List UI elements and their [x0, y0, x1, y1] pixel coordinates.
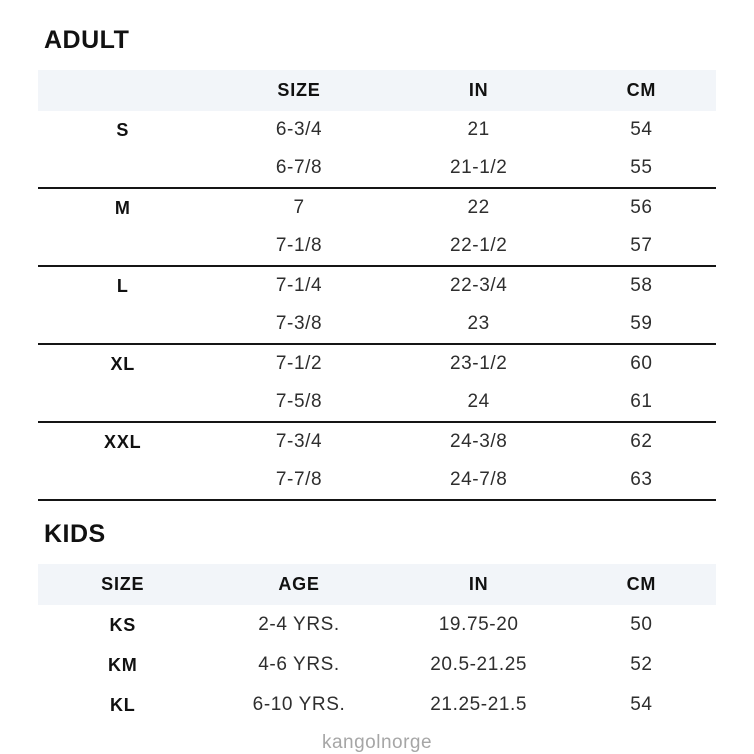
table-row [38, 605, 716, 645]
cm-value: 54 [630, 694, 653, 715]
inches-value: 23 [467, 313, 490, 334]
adult-section [38, 26, 716, 501]
size-label: KM [107, 654, 138, 675]
table-row [38, 305, 716, 343]
inches-value: 20.5-21.25 [430, 654, 528, 675]
size-label: KL [109, 694, 136, 715]
size-label: L [116, 275, 129, 296]
kids-col-header-in: IN [468, 574, 489, 594]
size-value: 7-3/8 [275, 313, 323, 334]
adult-section-title: ADULT [44, 26, 130, 54]
inches-value: 21 [467, 119, 490, 140]
size-value: 7-1/8 [275, 235, 323, 256]
cm-value: 55 [630, 157, 653, 178]
inches-value: 23-1/2 [449, 353, 508, 374]
cm-value: 59 [630, 313, 653, 334]
table-row [38, 383, 716, 421]
kids-col-header-size: SIZE [101, 574, 145, 594]
cm-value: 62 [630, 431, 653, 452]
size-value: 6-7/8 [275, 157, 323, 178]
adult-size-group-xxl [38, 423, 716, 501]
size-value: 7-1/4 [275, 275, 323, 296]
table-row [38, 423, 716, 461]
adult-col-header-in: IN [468, 80, 489, 100]
inches-value: 24-3/8 [449, 431, 508, 452]
cm-value: 63 [630, 469, 653, 490]
size-value: 7-1/2 [275, 353, 323, 374]
kids-section-title: KIDS [44, 520, 106, 548]
cm-value: 56 [630, 197, 653, 218]
kids-col-header-cm: CM [626, 574, 657, 594]
brand-watermark: kangolnorge [321, 732, 433, 753]
inches-value: 22 [467, 197, 490, 218]
inches-value: 22-1/2 [449, 235, 508, 256]
table-row [38, 685, 716, 725]
cm-value: 54 [630, 119, 653, 140]
table-row [38, 189, 716, 227]
cm-value: 52 [630, 654, 653, 675]
size-value: 6-3/4 [275, 119, 323, 140]
table-row [38, 267, 716, 305]
kids-col-header-age: AGE [278, 574, 320, 594]
adult-size-group-s [38, 111, 716, 189]
inches-value: 24 [467, 391, 490, 412]
age-value: 4-6 YRS. [258, 654, 340, 675]
age-value: 6-10 YRS. [252, 694, 346, 715]
adult-table-header-row [38, 70, 716, 111]
table-row [38, 111, 716, 149]
table-row [38, 149, 716, 187]
table-row [38, 227, 716, 265]
size-label: XXL [104, 431, 142, 452]
inches-value: 21-1/2 [449, 157, 508, 178]
size-value: 7-5/8 [275, 391, 323, 412]
kids-table-header-row [38, 564, 716, 605]
cm-value: 50 [630, 614, 653, 635]
footer [38, 732, 716, 754]
age-value: 2-4 YRS. [258, 614, 340, 635]
size-value: 7-7/8 [275, 469, 323, 490]
adult-col-header-size: SIZE [277, 80, 321, 100]
inches-value: 19.75-20 [438, 614, 519, 635]
adult-size-group-xl [38, 345, 716, 423]
table-row [38, 645, 716, 685]
inches-value: 21.25-21.5 [430, 694, 528, 715]
size-label: KS [109, 614, 137, 635]
adult-size-group-m [38, 189, 716, 267]
kids-section [38, 520, 716, 725]
table-row [38, 461, 716, 499]
inches-value: 24-7/8 [449, 469, 508, 490]
table-row [38, 345, 716, 383]
size-value: 7 [293, 197, 305, 218]
cm-value: 60 [630, 353, 653, 374]
size-label: XL [110, 353, 136, 374]
adult-size-group-l [38, 267, 716, 345]
size-value: 7-3/4 [275, 431, 323, 452]
size-label: M [114, 197, 131, 218]
inches-value: 22-3/4 [449, 275, 508, 296]
adult-col-header-cm: CM [626, 80, 657, 100]
size-label: S [116, 119, 130, 140]
cm-value: 61 [630, 391, 653, 412]
cm-value: 57 [630, 235, 653, 256]
cm-value: 58 [630, 275, 653, 296]
